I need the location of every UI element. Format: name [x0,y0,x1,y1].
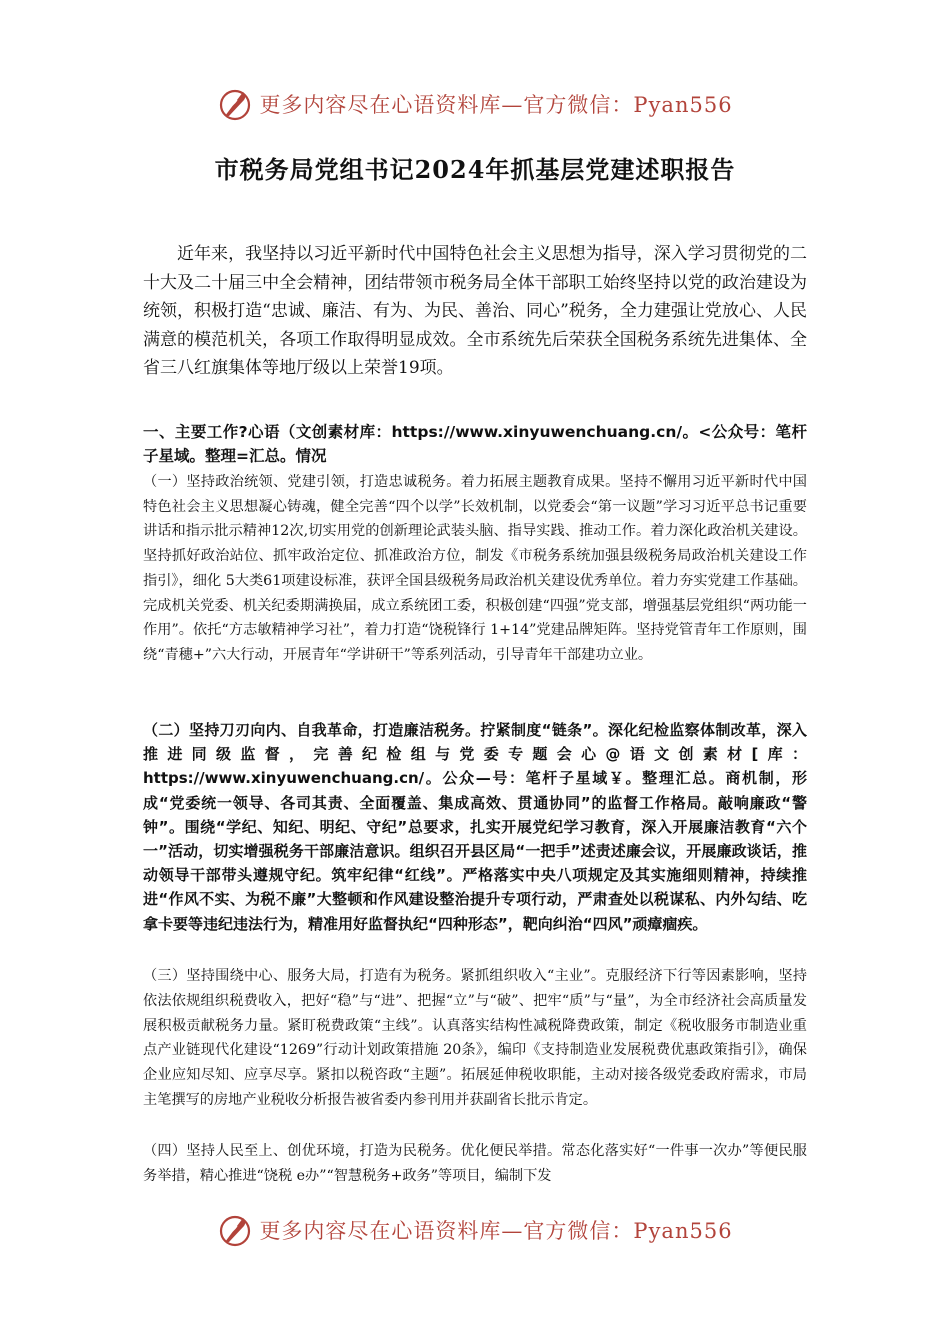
watermark-text-bottom: 更多内容尽在心语资料库—官方微信：Pyan556 [259,1219,733,1243]
section-heading: 一、主要工作?心语（文创素材库：https://www.xinyuwenchuang.cn/。<公众号：笔杆子星域。整理=汇总。情况 [143,423,807,465]
quill-logo-icon [217,86,253,122]
watermark-banner-top [0,84,950,124]
paragraph-loyal-tax: （一）坚持政治统领、党建引领，打造忠诚税务。着力拓展主题教育成果。坚持不懈用习近平新时代中国特色社会主义思想凝心铸魂，健全完善“四个以学”长效机制，以党委会“第一议题”学习习近平总书记重要讲话和指示批示精神12次,切实用党的创新理论武装头脑、指导实践、推动工作。着力深化政治机关建设。坚持抓好政治站位、抓牢政治定位、抓准政治方位，制发《市税务系统加强县级税务局政治机关建设工作指引》，细化 5大类61项建设标准，获评全国县级税务局政治机关建设优秀单位。着力夯实党建工作基础。完成机关党委、机关纪委期满换届，成立系统团工委，积极创建“四强”党支部，增强基层党组织“两功能一作用”。依托“方志敏精神学习社”，着力打造“饶税锋行 1+14”党建品牌矩阵。坚持党管青年工作原则，围绕“青穗+”六大行动，开展青年“学讲研干”等系列活动，引导青年干部建功立业。 [143,474,807,663]
paragraph-people-tax: （四）坚持人民至上、创优环境，打造为民税务。优化便民举措。常态化落实好“一件事一次办”等便民服务举措，精心推进“饶税 e办”“智慧税务+政务”等项目，编制下发 [143,1143,807,1184]
watermark-text-top: 更多内容尽在心语资料库—官方微信：Pyan556 [259,93,733,117]
watermark-banner-bottom [0,1210,950,1250]
paragraph-promising-tax: （三）坚持围绕中心、服务大局，打造有为税务。紧抓组织收入“主业”。克服经济下行等因素影响，坚持依法依规组织税费收入，把好“稳”与“进”、把握“立”与“破”、把牢“质”与“量”，为全市经济社会高质量发展积极贡献税务力量。紧盯税费政策“主线”。认真落实结构性减税降费政策，制定《税收服务市制造业重点产业链现代化建设“1269”行动计划政策措施 20条》，编印《支持制造业发展税费优惠政策指引》，确保企业应知尽知、应享尽享。紧扣以税咨政“主题”。拓展延伸税收职能，主动对接各级党委政府需求，市局主笔撰写的房地产业税收分析报告被省委内参刊用并获副省长批示肯定。 [143,968,807,1108]
paragraph-clean-tax: （二）坚持刀刃向内、自我革命，打造廉洁税务。拧紧制度“链条”。深化纪检监察体制改革，深入推进同级监督，完善纪检组与党委专题会心@语文创素材[库：https://www.xinyuwenchuang.cn/。公众—号：笔杆子星域￥。整理汇总。商机制，形成“党委统一领导、各司其责、全面覆盖、集成高效、贯通协同”的监督工作格局。敲响廉政“警钟”。围绕“学纪、知纪、明纪、守纪”总要求，扎实开展党纪学习教育，深入开展廉洁教育“六个一”活动，切实增强税务干部廉洁意识。组织召开县区局“一把手”述责述廉会议，开展廉政谈话，推动领导干部带头遵规守纪。筑牢纪律“红线”。严格落实中央八项规定及其实施细则精神，持续推进“作风不实、为税不廉”大整顿和作风建设整治提升专项行动，严肃查处以税谋私、内外勾结、吃拿卡要等违纪违法行为，精准用好监督执纪“四种形态”，靶向纠治“四风”顽瘴痼疾。 [143,721,807,933]
intro-paragraph: 近年来，我坚持以习近平新时代中国特色社会主义思想为指导，深入学习贯彻党的二十大及二十届三中全会精神，团结带领市税务局全体干部职工始终坚持以党的政治建设为统领，积极打造“忠诚、廉洁、有为、为民、善治、同心”税务，全力建强让党放心、人民满意的模范机关，各项工作取得明显成效。全市系统先后荣获全国税务系统先进集体、全省三八红旗集体等地厅级以上荣誉19项。 [143,244,807,378]
document-title: 市税务局党组书记2024年抓基层党建述职报告 [214,155,736,184]
quill-logo-icon [217,1212,253,1248]
